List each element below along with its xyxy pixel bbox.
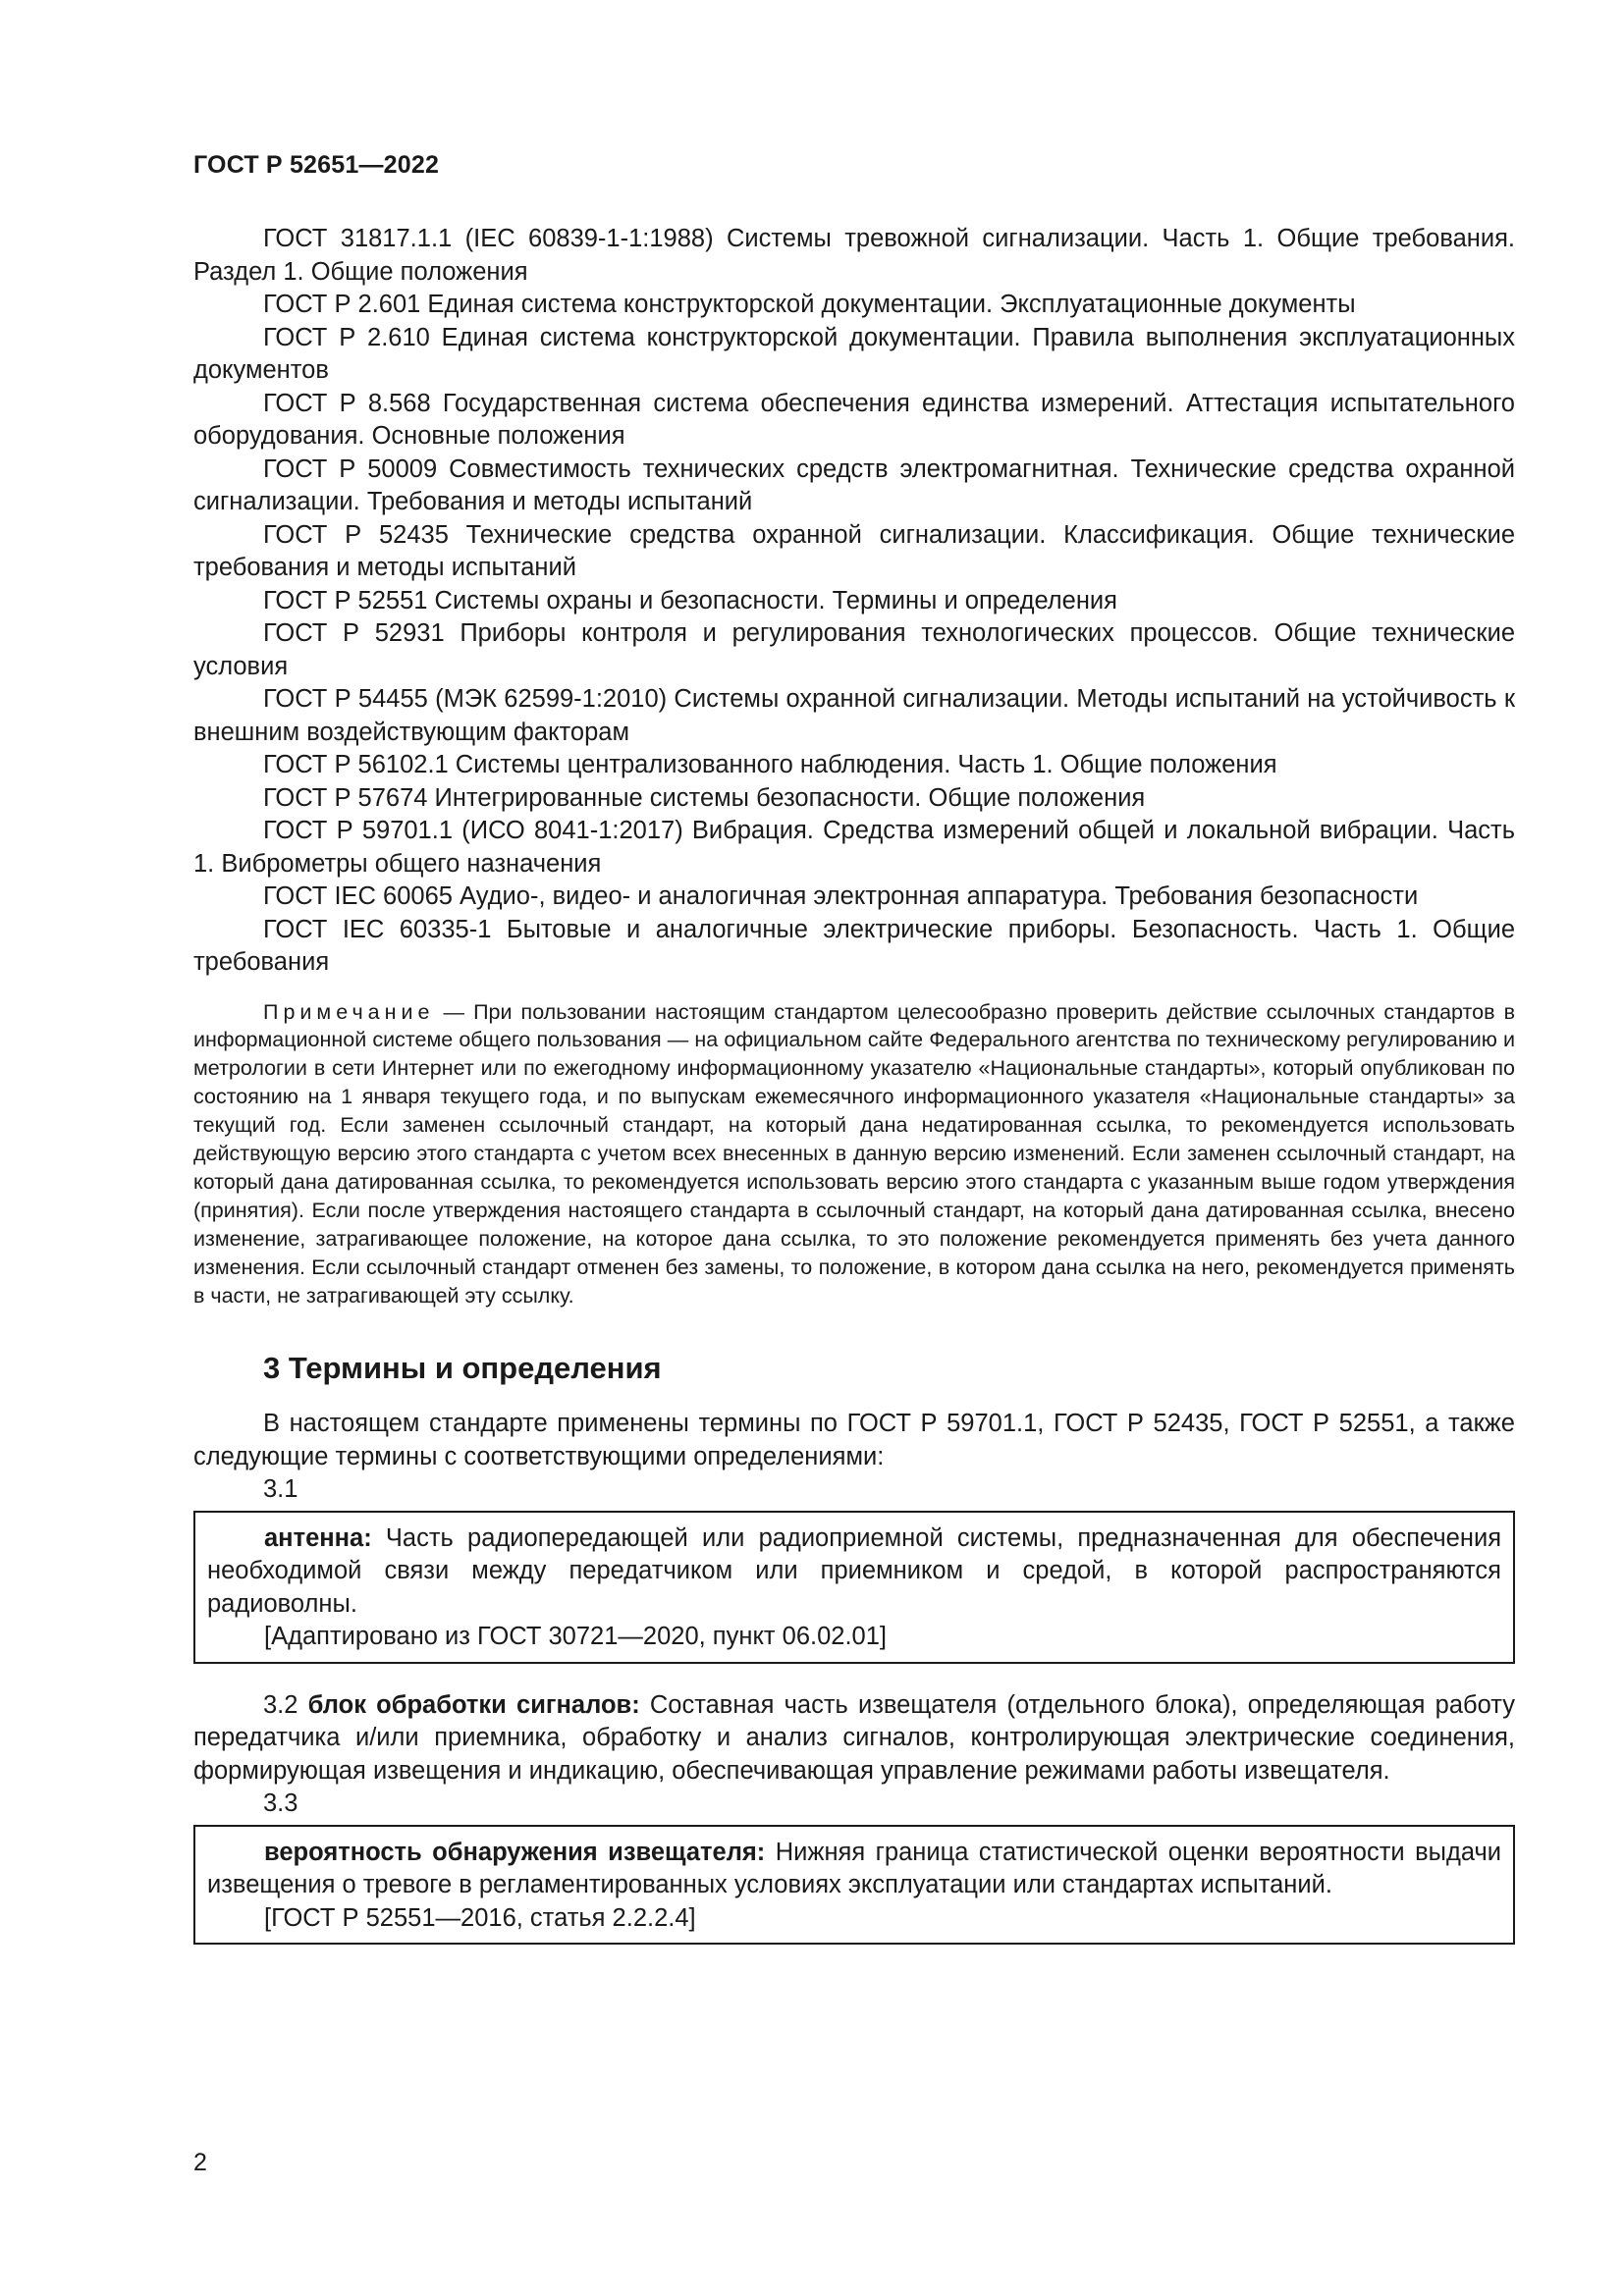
term-definition-inline (193, 1689, 1515, 1789)
term-number: 3.3 (263, 1789, 298, 1818)
section-heading: 3 Термины и определения (263, 1351, 662, 1386)
page-content (193, 223, 1515, 1945)
reference-item: ГОСТ Р 57674 Интегрированные системы безопасности. Общие положения (263, 783, 1146, 812)
term-text: Часть радиопередающей или радиоприемной системы, предназначенная для обеспечения необходимой связи между передатчиком или приемником и средой, в которой распространяются радиоволны. (207, 1523, 1501, 1618)
term-text: Нижняя граница статистической оценки вероятности выдачи извещения о тревоге в регламентированных условиях эксплуатации или стандартах испытаний. (207, 1838, 1502, 1899)
reference-item: ГОСТ Р 52931 Приборы контроля и регулирования технологических процессов. Общие технические условия (193, 619, 1515, 680)
term-name: вероятность обнаружения извещателя: (264, 1838, 766, 1866)
normative-references-list (193, 223, 1515, 980)
note-paragraph (193, 998, 1515, 1310)
section-intro: В настоящем стандарте применены термины по ГОСТ Р 59701.1, ГОСТ Р 52435, ГОСТ Р 52551, а также следующие термины с соответствующими определениями: (193, 1410, 1515, 1470)
term-text: Составная часть извещателя (отдельного блока), определяющая работу передатчика и/или приемника, обработку и анализ сигналов, контролирующая электрические соединения, формирующая извещения и индикацию, обеспечивающая управление режимами работы извещателя. (193, 1690, 1515, 1785)
reference-item: ГОСТ IEC 60065 Аудио-, видео- и аналогичная электронная аппаратура. Требования безопасности (263, 882, 1419, 910)
page-number: 2 (193, 2149, 207, 2176)
term-source: [Адаптировано из ГОСТ 30721—2020, пункт 06.02.01] (264, 1623, 888, 1651)
note-label: Примечание (263, 999, 435, 1024)
reference-item: ГОСТ Р 50009 Совместимость технических средств электромагнитная. Технические средства охранной сигнализации. Требования и методы испытаний (193, 454, 1515, 515)
reference-item: ГОСТ Р 2.601 Единая система конструкторской документации. Эксплуатационные документы (263, 291, 1356, 318)
term-name: антенна: (264, 1523, 372, 1552)
term-definition (207, 1522, 1501, 1622)
note-text: — При пользовании настоящим стандартом целесообразно проверить действие ссылочных стандартов в информационной системе общего пользования — на официальном сайте Федерального агентства по техническому регулированию и метрологии в сети Интернет или по ежегодному информационному указателю «Национальные стандарты», который опубликован по состоянию на 1 января текущего года, и по выпускам ежемесячного информационного указателя «Национальные стандарты» за текущий год. Если заменен ссылочный стандарт, на который дана недатированная ссылка, то рекомендуется использовать действующую версию этого стандарта с учетом всех внесенных в данную версию изменений. Если заменен ссылочный стандарт, на который дана датированная ссылка, то рекомендуется использовать версию этого стандарта с указанным выше годом утверждения (принятия). Если после утверждения настоящего стандарта в ссылочный стандарт, на который дана датированная ссылка, внесено изменение, затрагивающее положение, на которое дана ссылка, то это положение рекомендуется применять без учета данного изменения. Если ссылочный стандарт отменен без замены, то положение, в котором дана ссылка на него, рекомендуется применять в части, не затрагивающей эту ссылку. (193, 999, 1515, 1308)
reference-item: ГОСТ IEC 60335-1 Бытовые и аналогичные электрические приборы. Безопасность. Часть 1. Общие требования (193, 915, 1515, 976)
reference-item: ГОСТ 31817.1.1 (IEC 60839-1-1:1988) Системы тревожной сигнализации. Часть 1. Общие требования. Раздел 1. Общие положения (193, 225, 1515, 286)
term-definition (207, 1837, 1501, 1902)
term-definition-box (193, 1825, 1515, 1946)
reference-item: ГОСТ Р 8.568 Государственная система обеспечения единства измерений. Аттестация испытательного оборудования. Основные положения (193, 389, 1515, 450)
reference-item: ГОСТ Р 52551 Системы охраны и безопасности. Термины и определения (263, 586, 1117, 614)
term-number: 3.2 (263, 1690, 298, 1719)
term-source: [ГОСТ Р 52551—2016, статья 2.2.2.4] (264, 1903, 696, 1932)
reference-item: ГОСТ Р 2.610 Единая система конструкторской документации. Правила выполнения эксплуатационных документов (193, 323, 1515, 384)
term-definition-box (193, 1511, 1515, 1664)
reference-item: ГОСТ Р 52435 Технические средства охранной сигнализации. Классификация. Общие технические требования и методы испытаний (193, 520, 1515, 581)
reference-item: ГОСТ Р 54455 (МЭК 62599-1:2010) Системы охранной сигнализации. Методы испытаний на устойчивость к внешним воздействующим факторам (193, 685, 1515, 746)
term-number: 3.1 (263, 1475, 298, 1504)
reference-item: ГОСТ Р 59701.1 (ИСО 8041-1:2017) Вибрация. Средства измерений общей и локальной вибрации. Часть 1. Виброметры общего назначения (193, 817, 1515, 878)
term-name: блок обработки сигналов: (307, 1690, 640, 1719)
document-code-header: ГОСТ Р 52651—2022 (193, 151, 440, 179)
reference-item: ГОСТ Р 56102.1 Системы централизованного наблюдения. Часть 1. Общие положения (263, 751, 1277, 778)
